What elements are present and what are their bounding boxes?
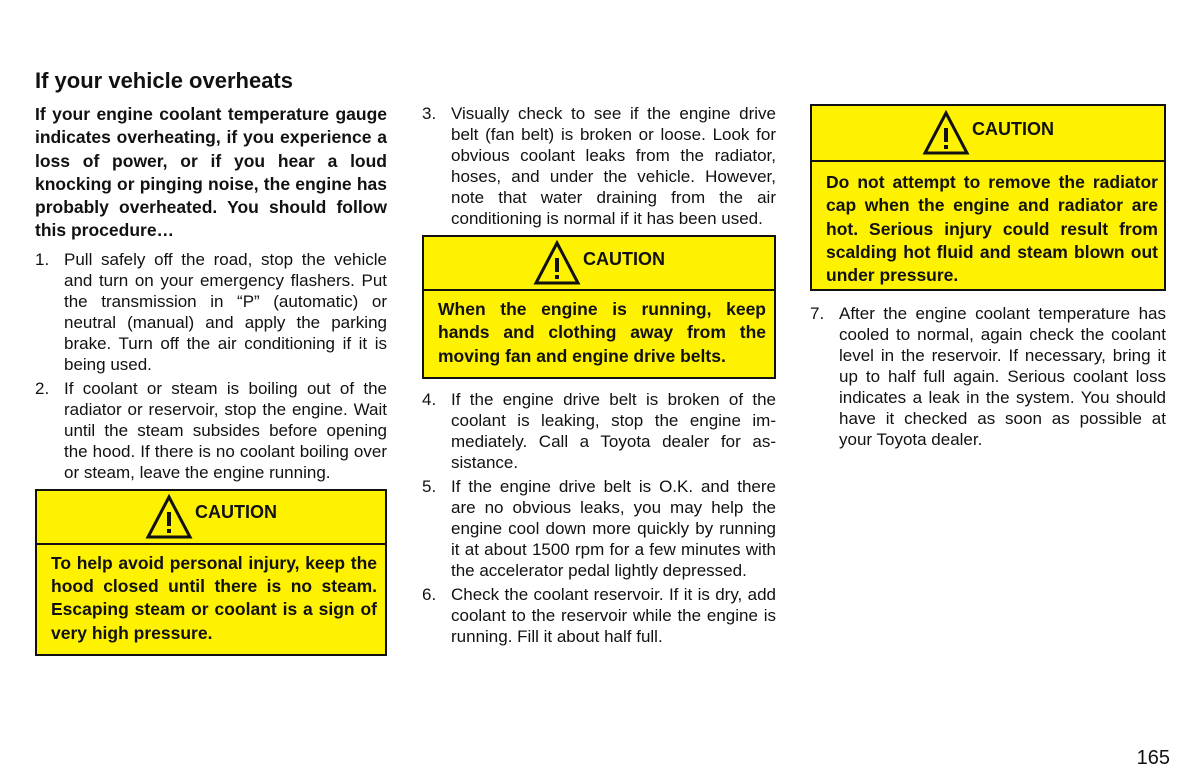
caution-header [424, 237, 774, 291]
caution-box-radiator-cap [810, 104, 1166, 291]
step-text: Pull safely off the road, stop the vehicle and turn on your emergency flashers. Put the transmission in “P” (automatic) or neutral (manual) and apply the parking brake. Turn off the air conditioning if it is being used. [64, 249, 387, 374]
step-1 [35, 249, 387, 375]
column-left [35, 103, 387, 656]
step-5 [422, 476, 776, 581]
column-middle [422, 103, 776, 650]
caution-label: CAUTION [972, 118, 1054, 139]
step-4 [422, 389, 776, 473]
caution-header [37, 491, 385, 545]
step-text: After the engine coolant temperature has cooled to normal, again check the coolant level in the reservoir. If necessary, bring it up to half full again. Serious coolant loss indicates a leak in the system. You should have it checked as soon as possible at your Toyota dealer. [839, 304, 1166, 450]
step-text: If coolant or steam is boiling out of the radiator or reservoir, stop the engine. Wait until the steam subsides before opening the hood. If there is no coolant boiling over or steam, leave the engine running. [64, 378, 387, 482]
warning-triangle-icon [922, 110, 970, 156]
step-number: 4. [422, 389, 437, 409]
step-7 [810, 303, 1166, 450]
step-number: 3. [422, 104, 437, 123]
intro-paragraph: If your engine coolant temperature gauge indicates overheating, if you experience a loss of power, or if you hear a loud knocking or pinging noise, the engine has probably overheated. You should follow this procedure… [35, 104, 387, 241]
step-text: Visually check to see if the engine drive belt (fan belt) is broken or loose. Look for obvious coolant leaks from the radiator, hoses, and under the vehicle. However, note that water draining from the air conditioning is normal if it has been used. [451, 104, 776, 228]
step-3 [422, 103, 776, 229]
steps-list-middle-2 [422, 389, 776, 647]
caution-header [812, 106, 1164, 162]
step-6 [422, 584, 776, 647]
step-number: 5. [422, 476, 437, 496]
caution-box-steam [35, 489, 387, 656]
caution-box-fan [422, 235, 776, 379]
step-text: If the engine drive belt is O.K. and there are no obvious leaks, you may help the engine cool down more quickly by running it at about 1500 rpm for a few minutes with the accelerator pedal lightly depressed. [451, 476, 776, 580]
column-right [810, 104, 1166, 453]
caution-label: CAUTION [195, 502, 277, 523]
step-text: If the engine drive belt is broken of the coolant is leaking, stop the engine immediately. Call a Toyota dealer for assistance. [451, 389, 776, 472]
caution-label: CAUTION [583, 248, 665, 269]
steps-list-left [35, 249, 387, 483]
step-number: 6. [422, 584, 437, 604]
step-2 [35, 378, 387, 483]
warning-triangle-icon [145, 494, 193, 540]
steps-list-middle [422, 103, 776, 229]
warning-triangle-icon [533, 240, 581, 286]
step-number: 2. [35, 378, 50, 398]
caution-text: Do not attempt to remove the radiator cap when the engine and radiator are hot. Serious injury could result from scalding hot fluid and steam blown out under pressure. [826, 172, 1158, 286]
caution-text: To help avoid personal injury, keep the hood closed until there is no steam. Escaping steam or coolant is a sign of very high pressure. [51, 552, 377, 643]
step-number: 1. [35, 249, 50, 269]
section-title: If your vehicle overheats [35, 68, 293, 93]
step-number: 7. [810, 304, 825, 324]
step-text: Check the coolant reservoir. If it is dry, add coolant to the reservoir while the engine is running. Fill it about half full. [451, 584, 776, 646]
caution-text: When the engine is running, keep hands and clothing away from the moving fan and engine drive belts. [438, 299, 766, 366]
steps-list-right [810, 303, 1166, 450]
page-number: 165 [1136, 747, 1170, 769]
